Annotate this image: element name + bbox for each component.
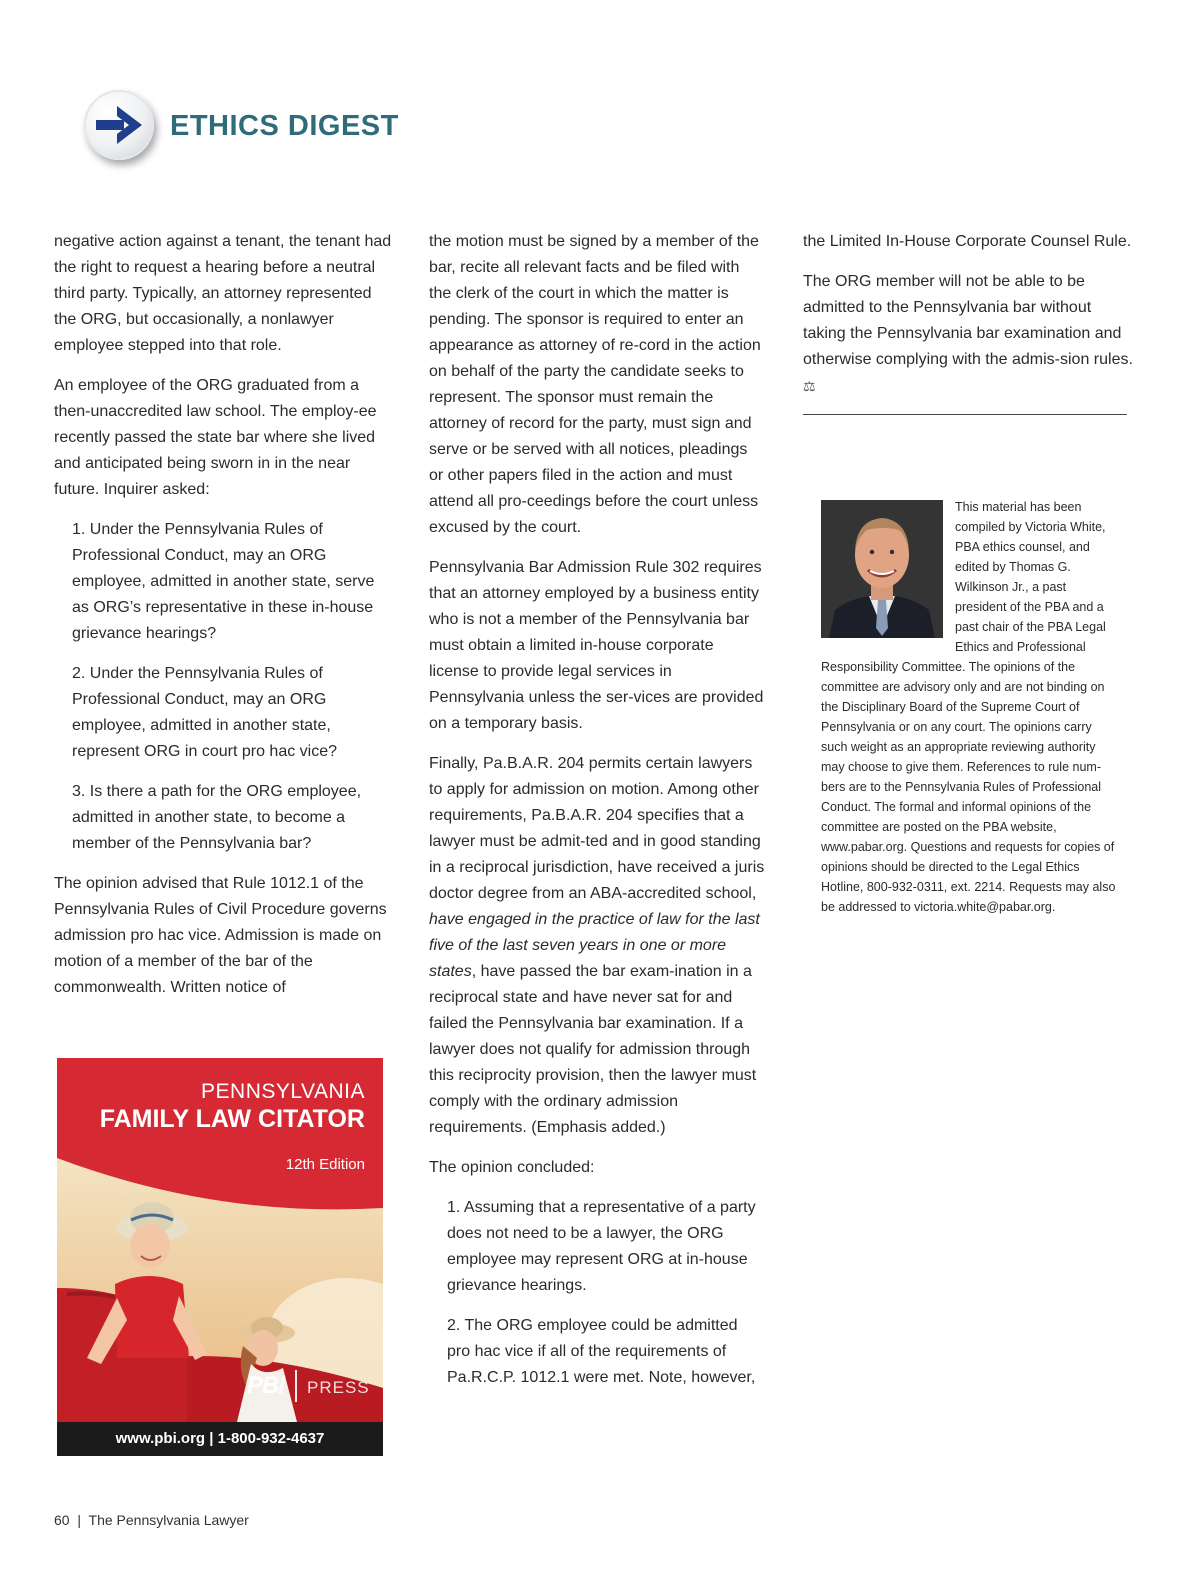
press-label: PRESS bbox=[307, 1378, 370, 1397]
logo-divider bbox=[295, 1370, 297, 1402]
text-run: , have passed the bar exam-ination in a reciprocal state and have never sat for and failed the Pennsylvania bar examination. If a lawyer does not qualify for admission through this reciprocity provision, then the lawyer must comply with the ordinary admission requirements. (Emphasis added.) bbox=[429, 963, 757, 1136]
paragraph: negative action against a tenant, the tenant had the right to request a hearing before a neutral third party. Typically, an attorney represented the ORG, but occasionally, a nonlawyer employee stepped into that role. bbox=[54, 233, 392, 354]
inquiry-item-2: 2. Under the Pennsylvania Rules of Professional Conduct, may an ORG employee, admitted in another state, represent ORG in court pro hac vice? bbox=[72, 665, 338, 760]
text-run: Finally, Pa.B.A.R. 204 permits certain lawyers to apply for admission on motion. Among other requirements, Pa.B.A.R. 204 specifies that a lawyer must be admit-ted and in good standing in a reciprocal jurisdiction, have received a juris doctor degree from an ABA-accredited school, bbox=[429, 755, 765, 902]
conclusion-item-1: 1. Assuming that a representative of a party does not need to be a lawyer, the ORG employee may represent ORG at in-house grievance hearings. bbox=[447, 1199, 756, 1294]
emphasis-text: have engaged in the practice of law for the last five of the last seven years in one or more states bbox=[429, 911, 760, 980]
pbi-logo: PBI bbox=[247, 1372, 285, 1399]
author-bio bbox=[821, 497, 1121, 917]
ad-edition: 12th Edition bbox=[285, 1156, 365, 1173]
ad-state-heading: PENNSYLVANIA bbox=[201, 1080, 365, 1103]
arrow-right-icon bbox=[84, 90, 154, 160]
paragraph: Pennsylvania Bar Admission Rule 302 requires that an attorney employed by a business entity who is not a member of the Pennsylvania bar must obtain a limited in-house corporate license to provide legal services in Pennsylvania unless the ser-vices are provided on a temporary basis. bbox=[429, 559, 764, 732]
paragraph bbox=[429, 751, 765, 1141]
text-run: The ORG member will not be able to be admitted to the Pennsylvania bar without taking the Pennsylvania bar examination and otherwise complying with the admis-sion rules. bbox=[803, 273, 1133, 368]
page-footer bbox=[54, 1512, 249, 1528]
section-title: ETHICS DIGEST bbox=[170, 110, 399, 142]
paragraph bbox=[803, 269, 1133, 400]
article-column-2 bbox=[429, 229, 765, 1405]
inquiry-item-3: 3. Is there a path for the ORG employee, admitted in another state, to become a member of the Pennsylvania bar? bbox=[72, 783, 362, 852]
article-column-3 bbox=[803, 229, 1133, 415]
inquiry-item-1: 1. Under the Pennsylvania Rules of Professional Conduct, may an ORG employee, admitted in another state, serve as ORG’s representative in these in-house grievance hearings? bbox=[72, 521, 375, 642]
author-photo bbox=[821, 500, 943, 638]
ad-product-title: FAMILY LAW CITATOR bbox=[99, 1105, 365, 1133]
paragraph: the Limited In-House Corporate Counsel Rule. bbox=[803, 233, 1132, 250]
footer-separator: | bbox=[77, 1512, 81, 1528]
paragraph: The opinion concluded: bbox=[429, 1159, 595, 1176]
paragraph: The opinion advised that Rule 1012.1 of the Pennsylvania Rules of Civil Procedure governs admission pro hac vice. Admission is made on motion of a member of the bar of the commonwealth. Written notice of bbox=[54, 875, 387, 996]
page-number: 60 bbox=[54, 1512, 70, 1528]
divider bbox=[803, 414, 1127, 415]
publication-name: The Pennsylvania Lawyer bbox=[88, 1512, 249, 1528]
ad-contact-bar[interactable]: www.pbi.org | 1-800-932-4637 bbox=[57, 1422, 383, 1456]
pbi-press-advertisement[interactable] bbox=[57, 1058, 383, 1456]
bio-text: This material has been compiled by Victoria White, PBA ethics counsel, and edited by Thomas G. Wilkinson Jr., a past president of the PBA and a past chair of the PBA Legal Ethics and Professional Responsibility Committee. The opinions of the committee are advisory only and are not binding on the Disciplinary Board of the Supreme Court of Pennsylvania or on any court. The opinions carry such weight as an appropriate reviewing authority may choose to give them. References to rule num-bers are to the Pennsylvania Rules of Professional Conduct. The formal and informal opinions of the committee are posted on the PBA website, www.pabar.org. Questions and requests for copies of opinions should be directed to the Legal Ethics Hotline, 800-932-0311, ext. 2214. Requests may also be addressed to victoria.white@pabar.org. bbox=[821, 500, 1116, 914]
paragraph: the motion must be signed by a member of the bar, recite all relevant facts and be filed with the clerk of the court in which the matter is pending. The sponsor is required to enter an appearance as attorney of re-cord in the action on behalf of the party the candidate seeks to represent. The sponsor must remain the attorney of record for the party, must sign and serve or be served with all notices, pleadings or other papers filed in the action and must attend all pro-ceedings before the court unless excused by the court. bbox=[429, 233, 761, 536]
conclusion-item-2: 2. The ORG employee could be admitted pro hac vice if all of the requirements of Pa.R.C.P. 1012.1 were met. Note, however, bbox=[447, 1317, 756, 1386]
paragraph: An employee of the ORG graduated from a then-unaccredited law school. The employ-ee recently passed the state bar where she lived and anticipated being sworn in in the near future. Inquirer asked: bbox=[54, 377, 377, 498]
article-column-1 bbox=[54, 229, 392, 1015]
page-header bbox=[80, 86, 500, 166]
scales-end-mark-icon: ⚖ bbox=[803, 378, 816, 394]
